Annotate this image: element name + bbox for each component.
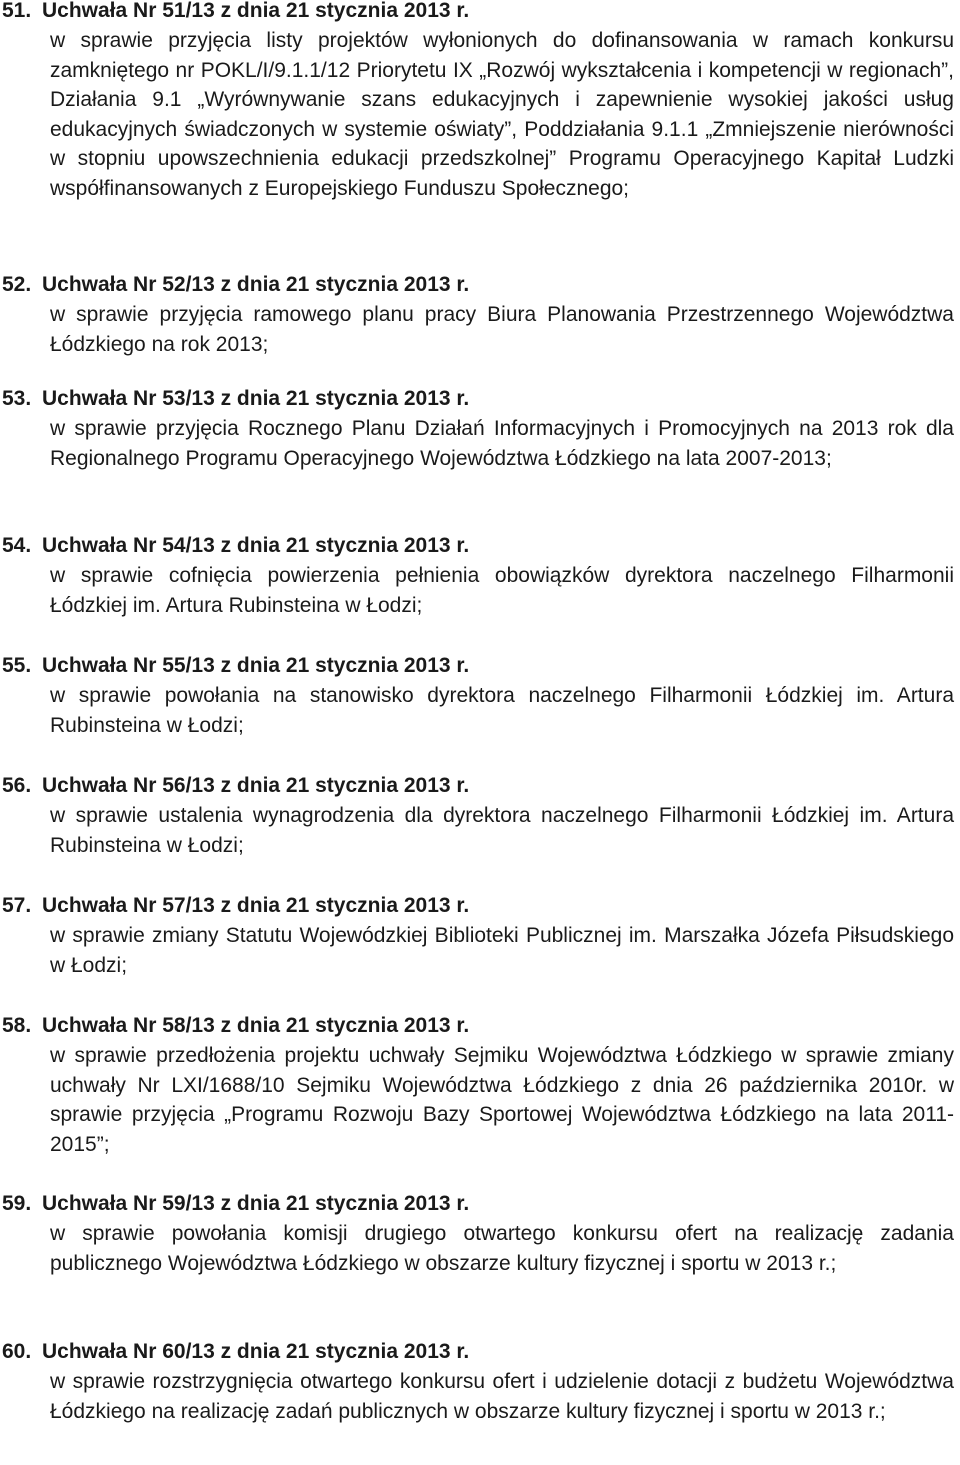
resolution-entry bbox=[2, 651, 954, 740]
resolution-description: w sprawie powołania na stanowisko dyrektora naczelnego Filharmonii Łódzkiej im. Artura Rubinsteina w Łodzi; bbox=[50, 684, 954, 737]
resolution-description: w sprawie przedłożenia projektu uchwały Sejmiku Województwa Łódzkiego w sprawie zmiany uchwały Nr LXI/1688/10 Sejmiku Województwa Łódzkiego z dnia 26 października 2010r. w sprawie przyjęcia „Programu Rozwoju Bazy Sportowej Województwa Łódzkiego na lata 2011-2015”; bbox=[50, 1044, 954, 1156]
resolution-number: 56. bbox=[2, 774, 32, 797]
resolution-entry bbox=[2, 1189, 954, 1278]
resolution-title: Uchwała Nr 55/13 z dnia 21 stycznia 2013 r. bbox=[42, 654, 470, 677]
resolution-number: 51. bbox=[2, 0, 32, 22]
resolution-description: w sprawie powołania komisji drugiego otwartego konkursu ofert na realizację zadania publicznego Województwa Łódzkiego w obszarze kultury fizycznej i sportu w 2013 r.; bbox=[50, 1222, 954, 1275]
resolution-number: 52. bbox=[2, 273, 32, 296]
resolution-heading bbox=[2, 270, 954, 300]
resolution-entry bbox=[2, 891, 954, 980]
resolution-heading bbox=[2, 531, 954, 561]
resolution-title: Uchwała Nr 58/13 z dnia 21 stycznia 2013 r. bbox=[42, 1014, 470, 1037]
resolution-number: 59. bbox=[2, 1192, 32, 1215]
resolution-title: Uchwała Nr 60/13 z dnia 21 stycznia 2013 r. bbox=[42, 1340, 470, 1363]
resolution-heading bbox=[2, 1011, 954, 1041]
resolution-heading bbox=[2, 771, 954, 801]
resolution-title: Uchwała Nr 56/13 z dnia 21 stycznia 2013 r. bbox=[42, 774, 470, 797]
resolution-number: 58. bbox=[2, 1014, 32, 1037]
resolution-entry bbox=[2, 771, 954, 860]
resolution-title: Uchwała Nr 57/13 z dnia 21 stycznia 2013 r. bbox=[42, 894, 470, 917]
resolution-description: w sprawie przyjęcia listy projektów wyłonionych do dofinansowania w ramach konkursu zamkniętego nr POKL/I/9.1.1/12 Priorytetu IX „Rozwój wykształcenia i kompetencji w regionach”, Działania 9.1 „Wyrównywanie szans edukacyjnych i zapewnienie wysokiej jakości usług edukacyjnych świadczonych w systemie oświaty”, Poddziałania 9.1.1 „Zmniejszenie nierówności w stopniu upowszechnienia edukacji przedszkolnej” Programu Operacyjnego Kapitał Ludzki współfinansowanych z Europejskiego Funduszu Społecznego; bbox=[50, 29, 954, 200]
resolution-number: 60. bbox=[2, 1340, 32, 1363]
resolution-entry bbox=[2, 270, 954, 359]
resolution-title: Uchwała Nr 52/13 z dnia 21 stycznia 2013 r. bbox=[42, 273, 470, 296]
resolution-heading bbox=[2, 384, 954, 414]
resolution-heading bbox=[2, 1337, 954, 1367]
resolution-description: w sprawie zmiany Statutu Wojewódzkiej Biblioteki Publicznej im. Marszałka Józefa Piłsudskiego w Łodzi; bbox=[50, 924, 954, 977]
resolution-entry bbox=[2, 384, 954, 473]
resolution-heading bbox=[2, 1189, 954, 1219]
resolution-entry bbox=[2, 1337, 954, 1426]
resolution-title: Uchwała Nr 59/13 z dnia 21 stycznia 2013 r. bbox=[42, 1192, 470, 1215]
resolution-heading bbox=[2, 651, 954, 681]
resolution-title: Uchwała Nr 53/13 z dnia 21 stycznia 2013 r. bbox=[42, 387, 470, 410]
resolution-heading bbox=[2, 0, 954, 26]
resolution-description: w sprawie cofnięcia powierzenia pełnienia obowiązków dyrektora naczelnego Filharmonii Łódzkiej im. Artura Rubinsteina w Łodzi; bbox=[50, 564, 954, 617]
resolution-number: 54. bbox=[2, 534, 32, 557]
resolution-description: w sprawie ustalenia wynagrodzenia dla dyrektora naczelnego Filharmonii Łódzkiej im. Artura Rubinsteina w Łodzi; bbox=[50, 804, 954, 857]
resolution-description: w sprawie rozstrzygnięcia otwartego konkursu ofert i udzielenie dotacji z budżetu Województwa Łódzkiego na realizację zadań publicznych w obszarze kultury fizycznej i sportu w 2013 r.; bbox=[50, 1370, 954, 1423]
resolution-number: 57. bbox=[2, 894, 32, 917]
resolution-description: w sprawie przyjęcia Rocznego Planu Działań Informacyjnych i Promocyjnych na 2013 rok dla Regionalnego Programu Operacyjnego Województwa Łódzkiego na lata 2007-2013; bbox=[50, 417, 954, 470]
resolution-heading bbox=[2, 891, 954, 921]
resolution-description: w sprawie przyjęcia ramowego planu pracy Biura Planowania Przestrzennego Województwa Łódzkiego na rok 2013; bbox=[50, 303, 954, 356]
resolution-entry bbox=[2, 0, 954, 203]
resolution-title: Uchwała Nr 54/13 z dnia 21 stycznia 2013 r. bbox=[42, 534, 470, 557]
resolution-entry bbox=[2, 1011, 954, 1159]
resolution-title: Uchwała Nr 51/13 z dnia 21 stycznia 2013 r. bbox=[42, 0, 470, 22]
resolution-number: 55. bbox=[2, 654, 32, 677]
resolution-number: 53. bbox=[2, 387, 32, 410]
resolution-entry bbox=[2, 531, 954, 620]
